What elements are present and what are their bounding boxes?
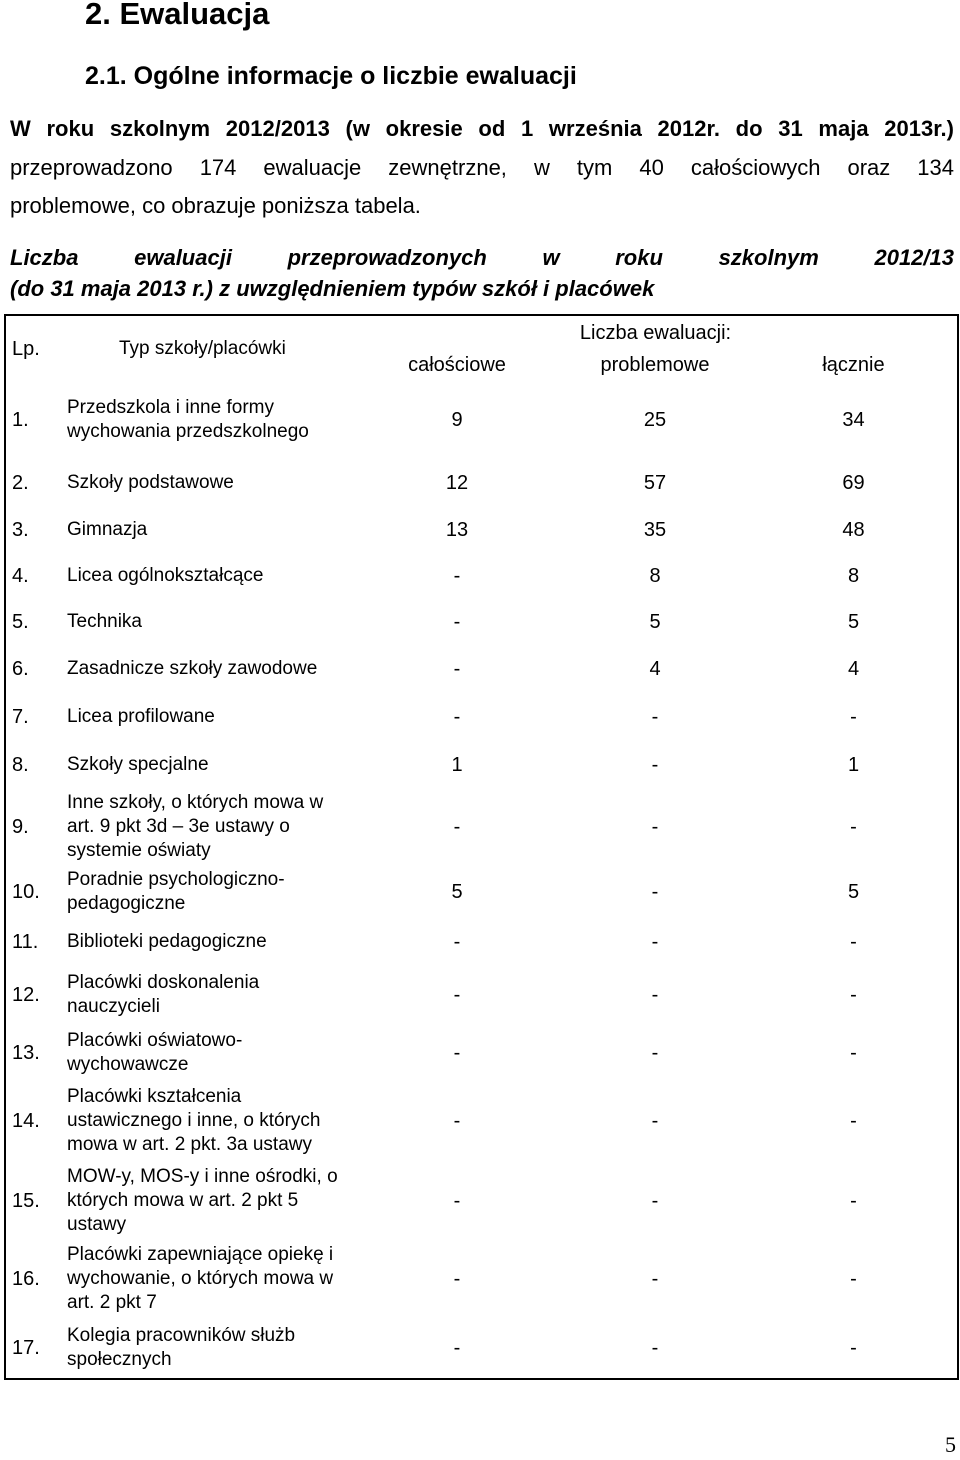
row-type: Zasadnicze szkoły zawodowe [67, 658, 318, 679]
row-lacznie: - [850, 1042, 857, 1064]
row-lacznie: 48 [842, 519, 865, 541]
row-calosciowe: 9 [451, 409, 463, 431]
row-calosciowe: - [453, 1268, 461, 1290]
row-type: Poradnie psychologiczno-pedagogiczne [67, 869, 285, 914]
row-type: Technika [67, 611, 142, 632]
row-problemowe: 4 [649, 658, 661, 680]
row-problemowe: - [651, 1268, 659, 1290]
header-type: Typ szkoły/placówki [119, 337, 286, 359]
evaluations-table [4, 314, 959, 1380]
row-lp: 9. [12, 816, 29, 838]
row-calosciowe: 13 [445, 519, 469, 541]
section-title: 2. Ewaluacja [85, 0, 270, 31]
row-problemowe: - [651, 984, 659, 1006]
row-problemowe: 25 [643, 409, 667, 431]
row-lp: 7. [12, 706, 29, 728]
table-row [5, 1161, 958, 1241]
table-row [5, 965, 958, 1025]
row-lacznie: - [850, 816, 857, 838]
table-row [5, 553, 958, 599]
row-lp: 14. [12, 1110, 40, 1132]
row-calosciowe: - [453, 706, 461, 728]
row-lacznie: - [850, 706, 857, 728]
row-type: Gimnazja [67, 519, 148, 540]
table-row [5, 1317, 958, 1379]
row-lp: 4. [12, 565, 29, 587]
row-calosciowe: - [453, 1190, 461, 1212]
row-lp: 2. [12, 472, 29, 494]
row-lp: 10. [12, 881, 40, 903]
row-type: Placówki oświatowo-wychowawcze [67, 1030, 243, 1075]
row-lacznie: - [850, 1268, 857, 1290]
row-type: Szkoły podstawowe [67, 472, 234, 493]
row-problemowe: - [651, 754, 659, 776]
page-number: 5 [945, 1432, 956, 1457]
table-row [5, 599, 958, 645]
row-calosciowe: 5 [451, 881, 463, 903]
table-header-row [5, 315, 958, 349]
row-problemowe: 8 [649, 565, 661, 587]
row-type: Kolegia pracowników służb społecznych [67, 1324, 296, 1370]
table-row [5, 381, 958, 459]
row-lacznie: 5 [847, 881, 860, 903]
header-lp: Lp. [12, 337, 40, 360]
table-row [5, 865, 958, 919]
intro-line-2: przeprowadzono 174 ewaluacje zewnętrzne, w tym 40 całościowych oraz 134 [10, 155, 954, 180]
row-lp: 15. [12, 1190, 40, 1212]
row-lp: 12. [12, 984, 40, 1006]
table-row [5, 789, 958, 865]
subsection-title: 2.1. Ogólne informacje o liczbie ewaluacji [85, 62, 577, 90]
row-problemowe: 35 [643, 519, 667, 541]
row-lp: 3. [12, 519, 29, 541]
row-calosciowe: - [453, 611, 461, 633]
table-caption-line-1: Liczba ewaluacji przeprowadzonych w roku szkolnym 2012/13 [10, 245, 954, 270]
row-lacznie: 4 [847, 658, 860, 680]
row-type: Szkoły specjalne [67, 754, 209, 775]
row-lp: 6. [12, 658, 29, 680]
row-calosciowe: - [453, 565, 461, 587]
intro-line-1: W roku szkolnym 2012/2013 (w okresie od 1 września 2012r. do 31 maja 2013r.) [10, 116, 954, 141]
row-problemowe: - [651, 1336, 659, 1359]
row-lacznie: - [850, 931, 857, 953]
header-col-lacznie: łącznie [822, 354, 885, 376]
row-lp: 5. [12, 611, 29, 633]
row-calosciowe: - [453, 816, 461, 838]
row-lacznie: 5 [847, 611, 860, 633]
row-lp: 17. [12, 1336, 40, 1359]
row-lp: 8. [12, 754, 29, 776]
row-problemowe: 5 [649, 611, 661, 633]
table-row [5, 459, 958, 507]
row-calosciowe: - [453, 1042, 461, 1064]
row-lacznie: 69 [842, 472, 865, 494]
row-lacznie: - [850, 1110, 857, 1132]
table-row [5, 645, 958, 693]
table-row [5, 741, 958, 789]
row-lp: 13. [12, 1042, 40, 1064]
header-group: Liczba ewaluacji: [579, 321, 732, 344]
row-calosciowe: 12 [445, 472, 469, 494]
row-problemowe: - [651, 881, 659, 903]
row-lacznie: 34 [842, 409, 865, 431]
row-type: Licea ogólnokształcące [67, 565, 264, 586]
row-problemowe: - [651, 706, 659, 728]
table-row [5, 507, 958, 553]
row-problemowe: - [651, 1110, 659, 1132]
row-lacznie: - [850, 1336, 857, 1359]
table-row [5, 1081, 958, 1161]
row-lacznie: 8 [847, 565, 860, 587]
table-row [5, 919, 958, 965]
row-type: Licea profilowane [67, 706, 215, 727]
row-calosciowe: - [453, 931, 461, 953]
row-problemowe: - [651, 931, 659, 953]
row-problemowe: - [651, 1190, 659, 1212]
row-type: Przedszkola i inne formy wychowania przedszkolnego [67, 397, 309, 442]
table-row [5, 693, 958, 741]
table-row [5, 1025, 958, 1081]
row-calosciowe: - [453, 984, 461, 1006]
row-type: Placówki kształcenia ustawicznego i inne, o których mowa w art. 2 pkt. 3a ustawy [67, 1086, 321, 1155]
table-row [5, 1241, 958, 1317]
row-type: Biblioteki pedagogiczne [67, 931, 267, 952]
intro-line-3: problemowe, co obrazuje poniższa tabela. [10, 193, 421, 218]
row-lacznie: - [850, 1190, 857, 1212]
row-type: Placówki doskonalenia nauczycieli [67, 972, 260, 1017]
row-lacznie: - [850, 984, 857, 1006]
row-lp: 1. [12, 409, 29, 431]
row-type: Inne szkoły, o których mowa w art. 9 pkt 3d – 3e ustawy o systemie oświaty [67, 792, 324, 861]
table-caption-line-2: (do 31 maja 2013 r.) z uwzględnieniem typów szkół i placówek [10, 276, 655, 301]
row-calosciowe: 1 [451, 754, 463, 776]
row-type: Placówki zapewniające opiekę i wychowanie, o których mowa w art. 2 pkt 7 [67, 1244, 334, 1313]
row-type: MOW-y, MOS-y i inne ośrodki, o których mowa w art. 2 pkt 5 ustawy [67, 1166, 338, 1235]
row-problemowe: 57 [643, 472, 667, 494]
row-calosciowe: - [453, 1110, 461, 1132]
header-col-problemowe: problemowe [600, 354, 710, 376]
row-lacznie: 1 [847, 754, 860, 776]
row-problemowe: - [651, 816, 659, 838]
row-calosciowe: - [453, 1336, 461, 1359]
row-lp: 11. [12, 931, 39, 953]
row-calosciowe: - [453, 658, 461, 680]
row-lp: 16. [12, 1268, 40, 1290]
header-col-calosciowe: całościowe [408, 354, 506, 376]
row-problemowe: - [651, 1042, 659, 1064]
